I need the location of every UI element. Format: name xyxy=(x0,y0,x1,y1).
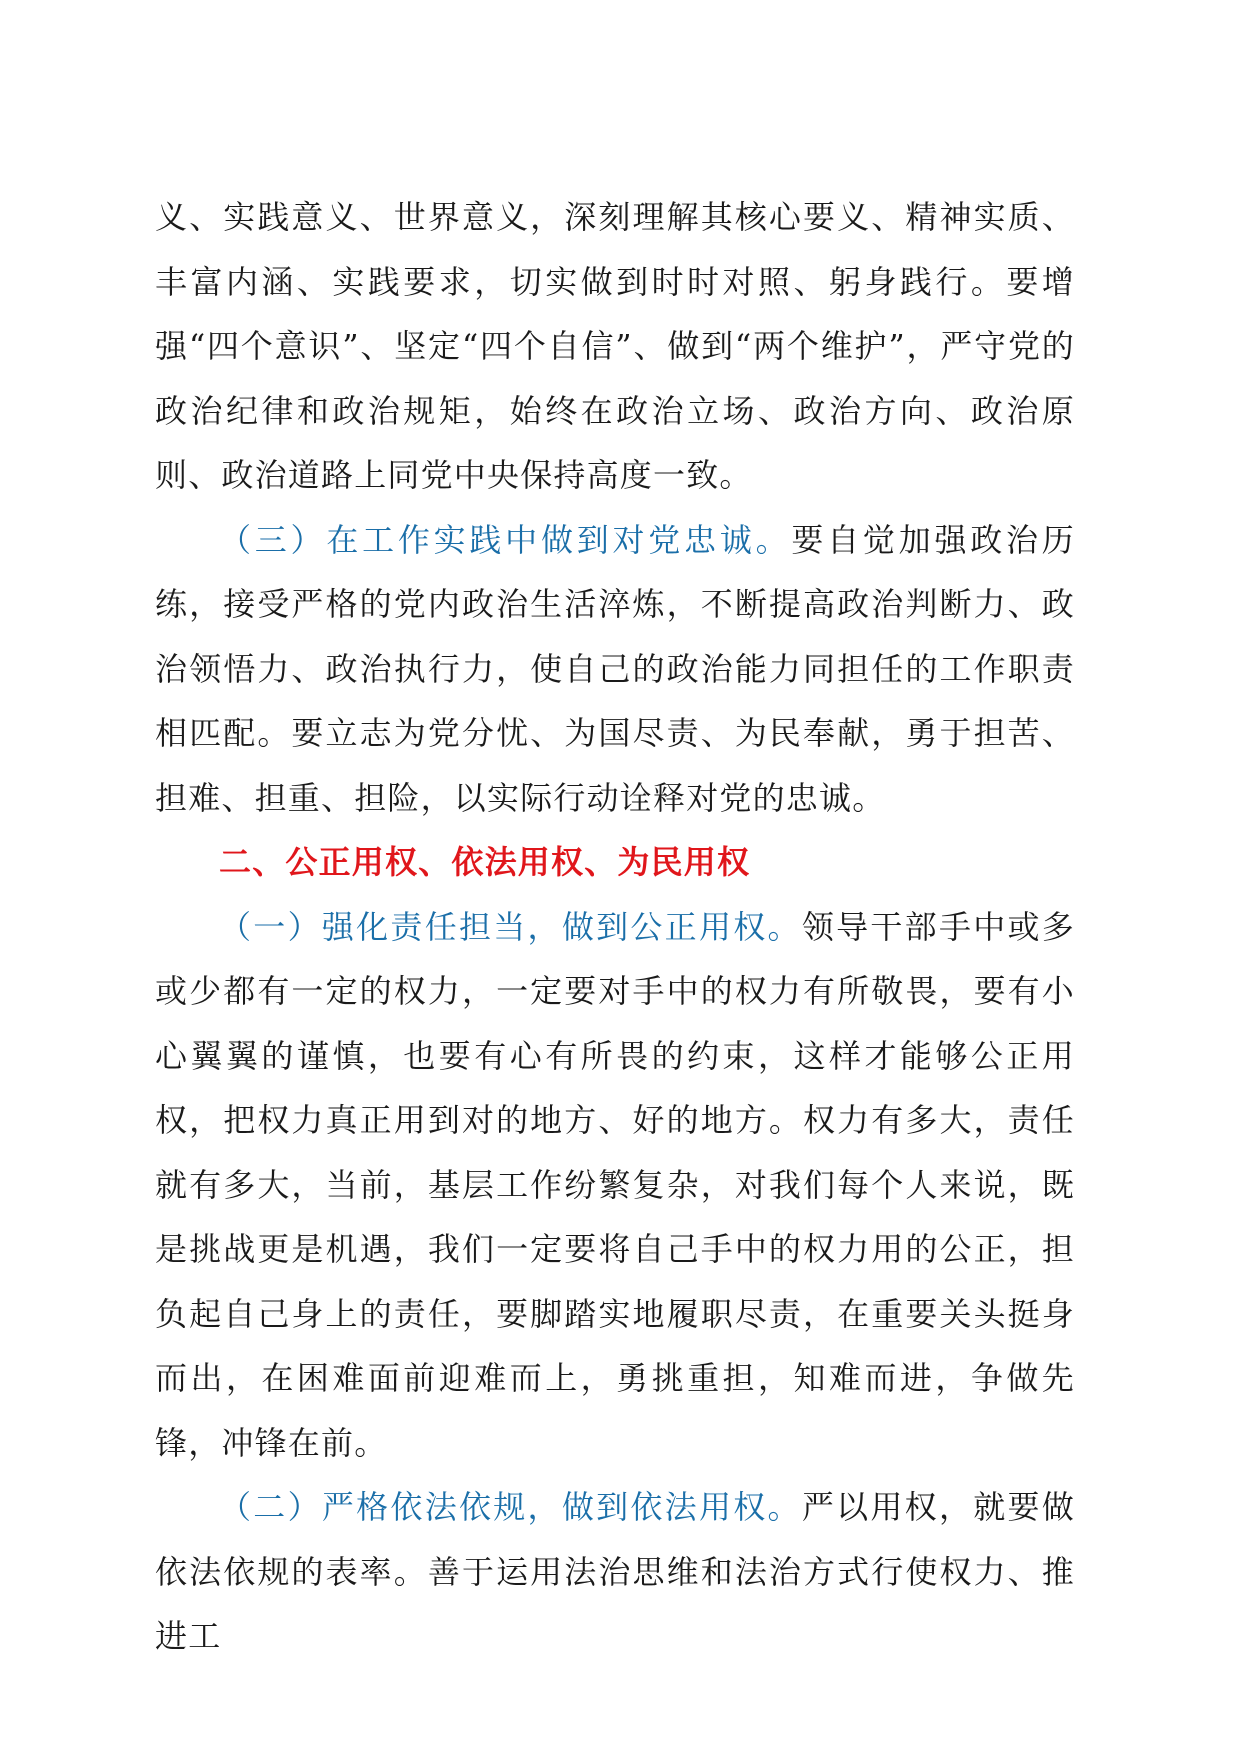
paragraph-loyalty xyxy=(155,508,1075,831)
subheading-3: （三）在工作实践中做到对党忠诚。 xyxy=(219,520,792,559)
paragraph-continued xyxy=(155,185,1075,508)
section-heading-2: 二、公正用权、依法用权、为民用权 xyxy=(219,843,751,881)
subheading-2: （二）严格依法依规，做到依法用权。 xyxy=(219,1488,802,1526)
document-page xyxy=(155,185,1075,1669)
paragraph-body: 严以用权，就要做依法依规的表率。善于运用法治思维和法治方式行使权力、推进工 xyxy=(155,1488,1075,1655)
paragraph-fair-power xyxy=(155,895,1075,1476)
subheading-1: （一）强化责任担当，做到公正用权。 xyxy=(219,907,802,946)
paragraph-body: 义、实践意义、世界意义，深刻理解其核心要义、精神实质、丰富内涵、实践要求，切实做到时时对照、躬身践行。要增强“四个意识”、坚定“四个自信”、做到“两个维护”，严守党的政治纪律和政治规矩，始终在政治立场、政治方向、政治原则、政治道路上同党中央保持高度一致。 xyxy=(155,198,1075,494)
paragraph-lawful-power xyxy=(155,1475,1075,1669)
paragraph-body: 要自觉加强政治历练，接受严格的党内政治生活淬炼，不断提高政治判断力、政治领悟力、政治执行力，使自己的政治能力同担任的工作职责相匹配。要立志为党分忧、为国尽责、为民奉献，勇于担苦、担难、担重、担险，以实际行动诠释对党的忠诚。 xyxy=(155,520,1075,817)
paragraph-body: 领导干部手中或多或少都有一定的权力，一定要对手中的权力有所敬畏，要有小心翼翼的谨慎，也要有心有所畏的约束，这样才能够公正用权，把权力真正用到对的地方、好的地方。权力有多大，责任就有多大，当前，基层工作纷繁复杂，对我们每个人来说，既是挑战更是机遇，我们一定要将自己手中的权力用的公正，担负起自己身上的责任，要脚踏实地履职尽责，在重要关头挺身而出，在困难面前迎难而上，勇挑重担，知难而进，争做先锋，冲锋在前。 xyxy=(155,907,1075,1462)
